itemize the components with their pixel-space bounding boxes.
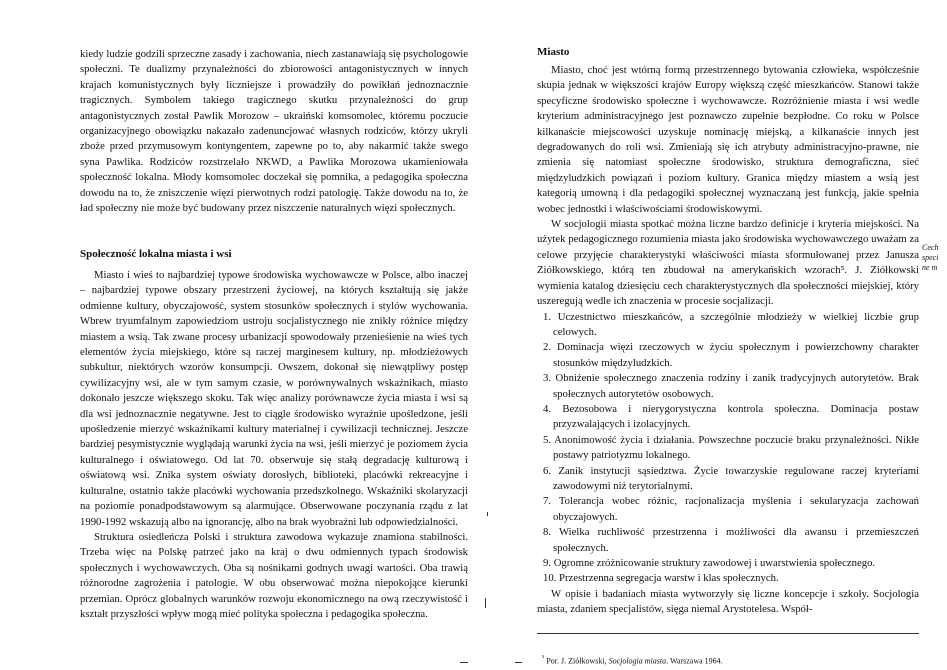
margin-note-line-1: Cech [922,243,939,252]
left-paragraph-1-text: kiedy ludzie godzili sprzeczne zasady i zachowania, niech zastanawiają się psychologowie społeczni. Te dualizmy przynależności do zbiorowości antagonistycznych w innych krajach komunistycznych były liczniejsze i prowadziły do powikłań jednoznacznie tragicznych. Symbolem takiego tragicznego skutku przynależności do grup antagonistycznych został Pawlik Morozow – ukraiński komsomolec, któremu poczucie organizacyjnego obowiązku nakazało zadenuncjować własnych rodziców, którzy ukryli zboże przed przymusowym kontyngentem, zapewne po to, aby nakarmić także swego syna Pawlika. Rodziców rozstrzelało NKWD, a Pawlika Morozowa ukamieniowała społeczność lokalna. Młody komsomolec doczekał się pomnika, a pedagogika społeczna dowodu na to, że zniszczenie więzi pierwotnych rodzi patologię. Także dowodu na to, że ład społeczny nie może być budowany przez niszczenie naturalnych więzi społecznych. [80,48,468,215]
right-paragraph-2: W socjologii miasta spotkać można liczne bardzo definicje i kryteria miejskości. Na użytek pedagogicznego rozumienia miasta jako środowiska wychowawczego uważam za celowe przyjęcie charakterystyki właściwości miasta sformułowanej przez Janusza Ziółkowskiego, którą ten zbudował na amerykańskich wzorach⁵. J. Ziółkowski wymienia katalog dziesięciu cech charakterystycznych dla społeczności miejskiej, który uszeregują wedle ich znaczenia w procesie socjalizacji. [537,218,919,308]
list-item: 9. Ogromne zróżnicowanie struktury zawodowej i uwarstwienia społecznego. [543,557,876,569]
footnote-divider [537,633,919,634]
footnote [542,654,723,667]
list-item: 6. Zanik instytucji sąsiedztwa. Życie towarzyskie regulowane raczej kryteriami zawodowymi niż terytorialnymi. [543,464,919,492]
scan-mark [515,662,522,663]
section-heading: Społeczność lokalna miasta i wsi [80,248,232,260]
scan-mark [487,512,488,516]
left-paragraph-2: Miasto i wieś to najbardziej typowe środowiska wychowawcze w Polsce, albo inaczej – najbardziej typowe obszary przestrzeni życiowej, na których kształtują się jakże odmienne kultury, obyczajowość, system stosunków społecznych i stylów wychowania. Wbrew tryumfalnym zapowiedziom ustroju socjalistycznego nie znikły różnice między miastem a wsią. Tak zwane procesy urbanizacji spowodowały przenieśienie na wieś tych elementów życia miejskiego, które są raczej marginesem kultury, np. młodzieżowych subkultur, niektórych wzorów konsumpcji. Owszem, dokonał się niewątpliwy postęp cywilizacyjny wsi, ale w tym samym czasie, w porównywalnych wskaźnikach, miasto dokonało jeszcze większego skoku. Tak więc analizy porównawcze życia miasta i wsi są dla wsi jednoznacznie negatywne. Jest to ciągle środowisko wyraźnie upośledzone, jeśli upośledzenie mierzyć wskaźnikami kultury materialnej i cywilizacji technicznej. Jeszcze bardziej pesymistycznie wyglądają warunki życia na wsi, jeśli mierzyć je poziomem życia kulturalnego i oświatowego. Od lat 70. obserwuje się stałą degradację kulturową i oświatową wsi. Znika system oświaty dorosłych, biblioteki, placówki rekreacyjne i kulturalne, ostatnio także placówki wychowania przedszkolnego. Wskaźniki skolaryzacji na poziomie ponadpodstawowym są alarmujące. Obserwowane poczynania rządu z lat 1990-1992 wskazują albo na ignorancję, albo na brak wyobraźni lub odpowiedzialności. [80,269,468,528]
footnote-suffix: . Warszawa 1964. [666,656,723,666]
list-item: 8. Wielka ruchliwość przestrzenna i możliwości dla awansu i przemieszczeń społecznych. [543,526,919,554]
list-item: 5. Anonimowość życia i działania. Powszechne poczucie braku przynależności. Nikłe postawy patriotyzmu lokalnego. [543,433,919,462]
left-paragraph-3: Struktura osiedleńcza Polski i struktura zawodowa wykazuje znamiona stabilności. Trzeba więc na Polskę patrzeć jako na kraj o dwu odmiennych typach środowisk społecznych i wychowawczych. Oba są nośnikami godnych uwagi wartości. Oba trawią różnorodne zagrożenia i patologie. W obu obserwować można niepokojące kierunki przemian. Oprócz globalnych warunków rozwoju ekonomicznego na ową rzeczywistość i kształt przyszłości wpływ mogą mieć polityka społeczna i pedagogika społeczna. [80,530,468,620]
list-item: 4. Bezosobowa i nierygorystyczna kontrola społeczna. Dominacja postaw przyzwalających i izolacyjnych. [543,402,919,431]
margin-note-line-2: speci [922,253,939,262]
scan-mark [485,598,486,608]
list-item: 3. Obniżenie społecznego znaczenia rodziny i zanik tradycyjnych autorytetów. Brak społecznych autorytetów osobowych. [543,372,919,400]
features-list [537,310,919,587]
left-body-2 [80,268,468,622]
list-item: 2. Dominacja więzi rzeczowych w życiu społecznym i powierzchowny charakter stosunków międzyludzkich. [543,341,919,369]
right-heading: Miasto [537,46,570,58]
scan-mark [460,662,468,663]
footnote-title: Socjologia miasta [608,656,667,666]
left-paragraph-1 [80,47,468,216]
list-item: 7. Tolerancja wobec różnic, racjonalizacja myślenia i sekularyzacja zachowań obyczajowych. [543,495,919,523]
margin-note-line-3: ne m [922,263,938,272]
margin-note [922,243,946,273]
footnote-mark: ⁵ [542,655,545,662]
footnote-prefix: Por. J. Ziółkowski, [546,656,609,666]
list-item: 1. Uczestnictwo mieszkańców, a szczególnie młodzieży w wielkiej liczbie grup celowych. [543,310,919,338]
list-item: 10. Przestrzenna segregacja warstw i klas społecznych. [543,572,779,585]
right-paragraph-3: W opisie i badaniach miasta wytworzyły się liczne koncepcje i szkoły. Socjologia miasta, zdaniem specjalistów, sięga niemal Arystotelesa. Współ- [537,587,919,616]
right-paragraph-1: Miasto, choć jest wtórną formą przestrzennego bytowania człowieka, współcześnie skupia jednak w większości krajów Europy większą część mieszkańców. Stanowi także specyficzne środowisko społeczne i wychowawcze. Rozróżnienie miasta i wsi wedle kryterium administracyjnego jest poznawczo zupełnie bezpłodne. Co roku w Polsce kilkanaście miejscowości uzyskuje nominację miejską, a kilkanaście innych jest degradowanych do roli wsi. Zmieniają się ich atrybuty administracyjno-prawne, nie zmienia się natomiast społeczne środowisko, struktura demograficzna, sieć międzyludzkich powiązań i poziom kultury. Granica między miastem a wsią jest kategorią umowną i dla pedagogiki społecznej wyznaczaną jest funkcją, jakie spełnia wobec jednostki i właściwościami środowiskowymi. [537,64,919,215]
right-body [537,63,919,618]
